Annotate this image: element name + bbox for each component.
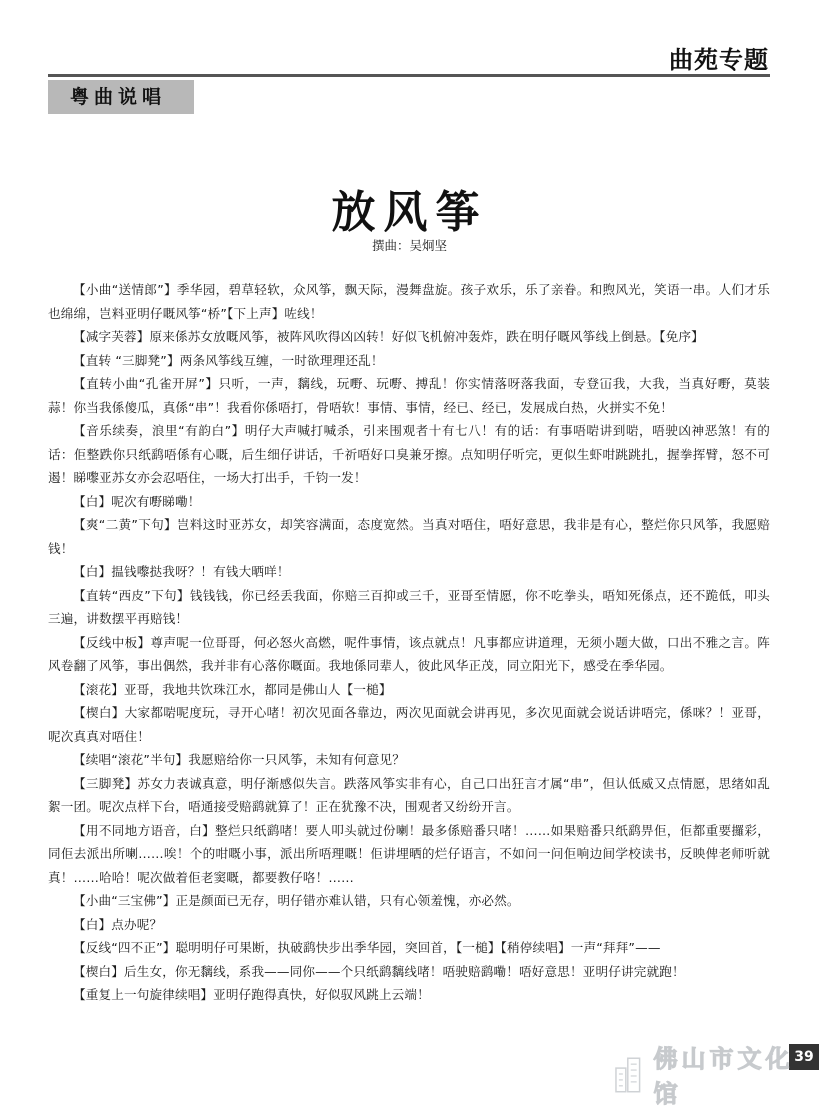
article-title: 放风筝 <box>331 187 488 238</box>
paragraph: 【楔白】后生女，你无黐线，系我——同你——个只纸鹞黐线啫！唔驶赔鹞嘞！唔好意思！亚明仔讲完就跑！ <box>73 963 685 979</box>
article-body <box>48 278 770 1007</box>
watermark-text: 佛山市文化馆 <box>653 1044 794 1108</box>
paragraph: 【滚花】亚哥，我地共饮珠江水，都同是佛山人【一槌】 <box>73 681 392 697</box>
paragraph: 【重复上一句旋律续唱】亚明仔跑得真快，好似驭风跳上云端！ <box>73 987 430 1002</box>
paragraph: 【减字芙蓉】原来係苏女放嘅风筝，被阵风吹得凶凶转！好似飞机俯冲轰炸，跌在明仔嘅风筝线上倒悬。【免序】 <box>73 329 704 344</box>
paragraph: 【白】点办呢？ <box>73 916 163 932</box>
column-tab: 粤曲说唱 <box>48 80 194 114</box>
paragraph: 【楔白】大家都啱呢度玩，寻开心啫！初次见面各靠边，两次见面就会讲再见，多次见面就会说话讲唔完，係咪？！亚哥，呢次真真对唔住！ <box>48 705 770 744</box>
section-title: 曲苑专题 <box>669 46 769 74</box>
watermark <box>614 1044 819 1108</box>
header-rule <box>48 74 770 77</box>
paragraph: 【爽“二黄”下句】岂料这时亚苏女，却笑容满面，态度宽然。当真对唔住，唔好意思，我非是有心，整烂你只风筝，我愿赔钱！ <box>48 517 770 556</box>
paragraph: 【小曲“三宝佛”】正是颜面已无存，明仔错亦难认错，只有心领羞愧，亦必然。 <box>73 893 520 908</box>
paragraph: 【反线中板】尊声呢一位哥哥，何必怒火高燃，呢件事情，该点就点！凡事都应讲道理，无须小题大做，口出不雅之言。阵风卷翻了风筝，事出偶然，我并非有心落你嘅面。我地係同辈人，彼此风华正茂，同立阳光下，感受在季华园。 <box>48 634 770 673</box>
page-number: 39 <box>789 1044 819 1070</box>
paragraph: 【用不同地方语音，白】整烂只纸鹞啫！要人叩头就过份喇！最多係赔番只啫！……如果赔番只纸鹞畀佢，佢都重要攞彩，同佢去派出所喇……唉！个的咁嘅小事，派出所唔理嘅！佢讲埋晒的烂仔语言，不如问一问佢响边间学校读书，反映俾老师听就真！……哈哈！呢次做着佢老窦嘅，都要教仔咯！…… <box>48 822 770 885</box>
paragraph: 【三脚凳】苏女力表诚真意，明仔渐感似失言。跌落风筝实非有心，自己口出狂言才属“串”，但认低威又点情愿，思绪如乱絮一团。呢次点样下台，唔通接受赔鹞就算了！正在犹豫不决，围观者又纷纷开言。 <box>48 775 770 814</box>
building-icon <box>614 1054 644 1094</box>
paragraph: 【音乐续奏，浪里“有韵白”】明仔大声喊打喊杀，引来围观者十有七八！有的话：有事唔啱讲到啱，唔驶凶神恶煞！有的话：佢整跌你只纸鹞唔係有心嘅，后生细仔讲话，千祈唔好口臭兼牙擦。点知明仔听完，更似生虾咁跳跳扎，握拳挥臂，怒不可遏！睇嚟亚苏女亦会忍唔住，一场大打出手，千钧一发！ <box>48 423 770 485</box>
paragraph: 【直转“西皮”下句】钱钱钱，你已经丢我面，你赔三百抑或三千，亚哥至情愿，你不吃拳头，唔知死係点，还不跪低，叩头三遍，讲数摆平再赔钱！ <box>48 587 770 626</box>
paragraph: 【直转 “三脚凳”】两条风筝线互缠，一时欲理理还乱！ <box>73 352 384 368</box>
paragraph: 【白】呢次有嘢睇嘞！ <box>73 493 201 509</box>
paragraph: 【小曲“送情郎”】季华园，碧草轻软，众风筝，飘天际，漫舞盘旋。孩子欢乐，乐了亲眷。和煦风光，笑语一串。人们才乐也绵绵，岂料亚明仔嘅风筝“桥”【下上声】咗线！ <box>48 282 770 321</box>
paragraph: 【直转小曲“孔雀开屏”】只听，一声，黐线，玩嘢、玩嘢、搏乱！你实情落呀落我面，专登冚我，大我，当真好嘢，莫装蒜！你当我係傻瓜，真係“串”！我看你係唔打，骨唔软！事情、事情，经已、经已，发展成白热，火拼实不免！ <box>48 376 770 415</box>
paragraph: 【反线“四不正”】聪明明仔可果断，执破鹞快步出季华园，突回首，【一槌】【稍停续唱】一声“拜拜”—— <box>73 940 661 955</box>
paragraph: 【白】揾钱嚟挞我呀？！有钱大晒咩！ <box>73 564 290 579</box>
paragraph: 【续唱“滚花”半句】我愿赔给你一只风筝，未知有何意见？ <box>73 752 405 767</box>
article-byline: 撰曲：吴炯坚 <box>371 238 447 253</box>
